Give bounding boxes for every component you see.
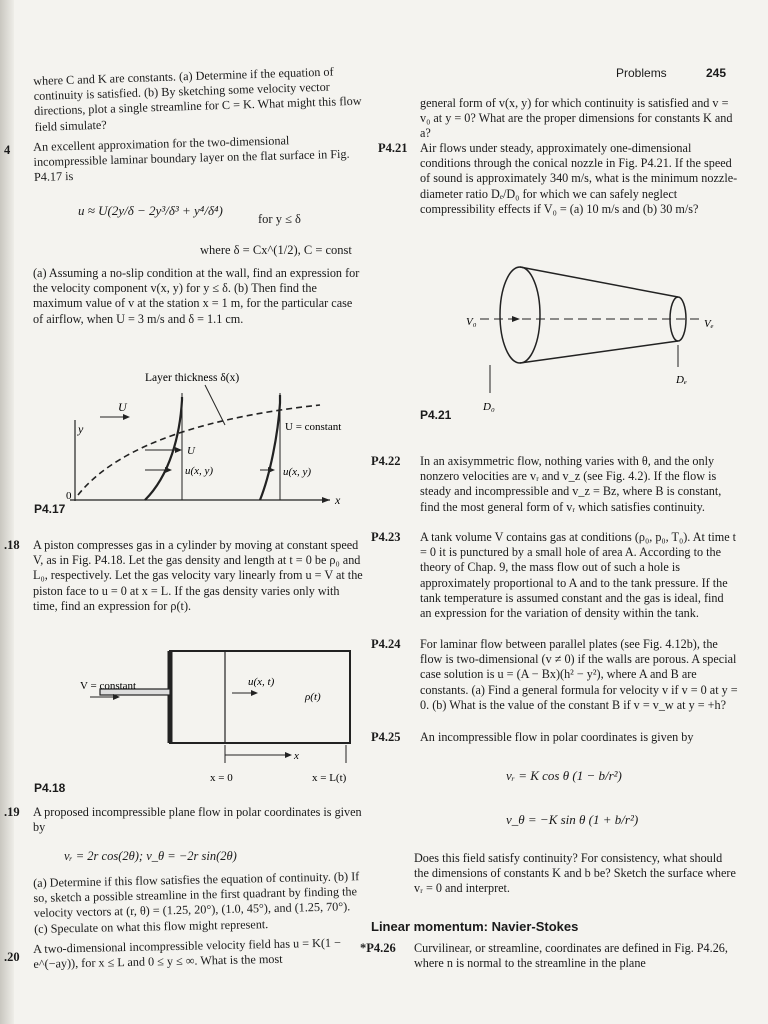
fig417-freestream-u: U xyxy=(118,400,127,414)
layer-thickness-curve xyxy=(78,405,320,495)
fig417-u-constant: U = constant xyxy=(285,421,342,433)
fig418-uxt: u(x, t) xyxy=(248,676,275,688)
profile-2-uxy-arrowhead xyxy=(268,467,275,473)
p422-number: P4.22 xyxy=(371,454,401,468)
p419-equation: vᵣ = 2r cos(2θ); v_θ = −2r sin(2θ) xyxy=(64,849,237,863)
profile-1-uxy-arrowhead xyxy=(165,467,172,473)
fig417-uxy-2: u(x, y) xyxy=(283,466,312,478)
layer-leader-line xyxy=(205,385,225,425)
nozzle-upper-wall xyxy=(520,267,678,297)
cylinder-body xyxy=(170,651,350,743)
p425-equation-vr: vᵣ = K cos θ (1 − b/r²) xyxy=(506,768,622,783)
p417-text: An excellent approximation for the two-dimensional incompressible laminar boundary layer on the flat surface in Fig. P4.17 is xyxy=(33,133,350,185)
p422-text: In an axisymmetric flow, nothing varies with θ, and the only nonzero velocities are vᵣ and v_z (see Fig. 4.2). If the flow is steady and incompressible and v_z = Bz, where B is constant, find the most general form of vᵣ which satisfies continuity. xyxy=(420,454,722,514)
fig421-v0: V₀ xyxy=(466,316,477,328)
fig417-x-label: x xyxy=(335,493,341,507)
p423-number: P4.23 xyxy=(371,530,401,544)
p426-text: Curvilinear, or streamline, coordinates are defined in Fig. P4.26, where n is normal to the streamline in the plane xyxy=(414,941,728,971)
running-head-section: Problems xyxy=(616,66,667,80)
fig418-xL: x = L(t) xyxy=(312,772,347,784)
p417-velocity-equation: u ≈ U(2y/δ − 2y³/δ³ + y⁴/δ⁴) xyxy=(78,203,223,218)
p425-questions: Does this field satisfy continuity? For consistency, what should the dimensions of constants K and b be? Sketch the surface where vᵣ = 0 and interpret. xyxy=(414,851,736,896)
p419-text: A proposed incompressible plane flow in polar coordinates is given by xyxy=(33,805,362,835)
gas-velocity-arrowhead xyxy=(251,690,258,696)
p420-number: .20 xyxy=(4,950,20,964)
fig417-u-inner: U xyxy=(187,445,195,457)
p420-text: A two-dimensional incompressible velocity field has u = K(1 − e^(−ay)), for x ≤ L and 0 ≤ y ≤ ∞. What is the most xyxy=(33,935,342,972)
p417-intro-continuation: where C and K are constants. (a) Determine if the equation of continuity is satisfied. (b) By sketching some velocity vector directions, plot a single streamline for C = K. What might this flow field simulate? xyxy=(33,64,362,134)
fig418-x-axis: x xyxy=(294,750,299,762)
p418-text: A piston compresses gas in a cylinder by moving at constant speed V, as in Fig. P4.18. Let the gas density and length at t = 0 be ρ₀ and L₀, respectively. Let the gas velocity vary linearly from u = V at the piston face to u = 0 at x = L. If the gas density varies only with time, find an expression for ρ(t). xyxy=(33,538,363,613)
page-number: 245 xyxy=(706,66,727,80)
p424-number: P4.24 xyxy=(371,637,401,651)
inlet-flow-arrowhead xyxy=(512,316,520,322)
nozzle-inlet xyxy=(500,267,540,363)
fig417-origin: 0 xyxy=(66,490,72,502)
p419-questions: (a) Determine if this flow satisfies the equation of continuity. (b) If so, sketch a possible streamline in the first quadrant by finding the velocity vectors at (r, θ) = (1.25, 20°), (1.0, 45°), and (1.25, 70°). (c) Speculate on what this flow might represent. xyxy=(33,869,360,936)
p417-equation-where: where δ = Cx^(1/2), C = const xyxy=(200,243,352,257)
fig417-layer-title: Layer thickness δ(x) xyxy=(145,372,240,384)
freestream-arrowhead xyxy=(123,414,130,420)
p425-text: An incompressible flow in polar coordinates is given by xyxy=(420,730,694,744)
x-axis-arrowhead xyxy=(285,752,292,758)
fig418-v-constant: V = constant xyxy=(80,680,137,692)
p417-number-marker: 4 xyxy=(4,143,11,157)
profile-1-u-arrowhead xyxy=(175,447,182,453)
fig417-caption: P4.17 xyxy=(34,502,66,516)
fig418-x0: x = 0 xyxy=(210,772,233,784)
p417-equation-condition: for y ≤ δ xyxy=(258,212,301,226)
fig421-de: Dₑ xyxy=(676,374,687,386)
p421-text: Air flows under steady, approximately one-dimensional conditions through the conical nozzle in Fig. P4.21. If the speed of sound is approximately 340 m/s, what is the minimum nozzle-diameter ratio Dₑ/D₀ for which we can safely neglect compressibility effects if V₀ = (a) 10 m/s and (b) 30 m/s? xyxy=(420,141,738,216)
p423-text: A tank volume V contains gas at conditions (ρ₀, p₀, T₀). At time t = 0 it is punctured by a small hole of area A. According to the theory of Chap. 9, the mass flow out of such a hole is approximately proportional to A and to the tank pressure. If the tank temperature is assumed constant and the gas is ideal, find an expression for the variation of density within the tank. xyxy=(420,530,737,621)
p424-text: For laminar flow between parallel plates (see Fig. 4.12b), the flow is two-dimensional (v ≠ 0) if the walls are porous. A special case solution is u = (A − Bx)(h² − y²), where A and B are constants. (a) Find a general formula for velocity v if v = 0 at y = 0. (b) What is the value of the constant B if v = v_w at y = +h? xyxy=(420,637,738,712)
nozzle-lower-wall xyxy=(520,341,678,363)
p418-number: .18 xyxy=(4,538,20,552)
p425-equation-vtheta: v_θ = −K sin θ (1 + b/r²) xyxy=(506,812,639,827)
fig418-rho: ρ(t) xyxy=(305,691,321,703)
p420-continuation: general form of v(x, y) for which continuity is satisfied and v = v₀ at y = 0? What are the proper dimensions for constants K and a? xyxy=(420,96,733,141)
figure-p421-conical-nozzle xyxy=(450,255,720,420)
section-heading: Linear momentum: Navier-Stokes xyxy=(371,919,579,934)
p421-number: P4.21 xyxy=(378,141,408,155)
figure-p418-piston xyxy=(60,645,370,785)
x-axis-arrow xyxy=(322,497,330,503)
p425-number: P4.25 xyxy=(371,730,401,744)
p419-number: .19 xyxy=(4,805,20,819)
fig417-y-label: y xyxy=(78,422,84,436)
p426-number: *P4.26 xyxy=(360,941,396,955)
figure-p417-boundary-layer xyxy=(30,365,370,515)
fig421-caption: P4.21 xyxy=(420,408,452,422)
p417-questions: (a) Assuming a no-slip condition at the wall, find an expression for the velocity component v(x, y) for y ≤ δ. (b) Then find the maximum value of v at the station x = 1 m, for the particular case of airflow, when U = 3 m/s and δ = 1.1 cm. xyxy=(33,266,360,326)
fig421-d0: D₀ xyxy=(483,401,495,413)
fig417-uxy-1: u(x, y) xyxy=(185,465,214,477)
fig421-ve: Vₑ xyxy=(704,318,714,330)
fig418-caption: P4.18 xyxy=(34,781,66,795)
